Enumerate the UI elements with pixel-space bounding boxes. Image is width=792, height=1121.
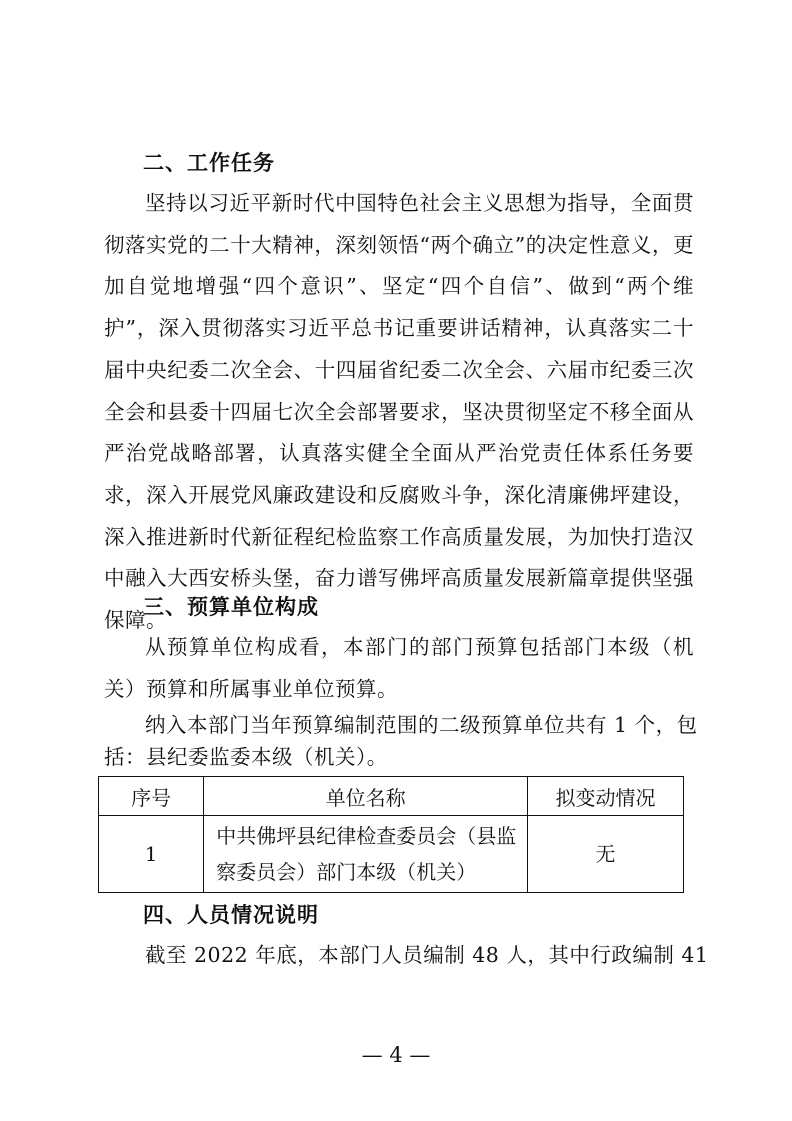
column-header-change: 拟变动情况 — [528, 777, 684, 816]
staff-paragraph-line-1: 截至 2022 年底，本部门人员编制 48 人，其中行政编制 41 — [145, 943, 709, 967]
column-header-unit-name: 单位名称 — [204, 777, 528, 816]
section-heading-staff: 四、人员情况说明 — [143, 903, 319, 927]
section-heading-tasks: 二、工作任务 — [143, 151, 275, 175]
column-header-seq: 序号 — [99, 777, 204, 816]
cell-seq: 1 — [99, 816, 204, 893]
cell-change: 无 — [528, 816, 684, 893]
table-header-row — [99, 777, 684, 816]
composition-paragraph-2-line-1: 纳入本部门当年预算编制范围的二级预算单位共有 1 个，包 — [145, 713, 698, 737]
composition-paragraph-2-line-2: 括：县纪委监委本级（机关）。 — [104, 745, 388, 769]
section-heading-composition: 三、预算单位构成 — [143, 595, 319, 619]
page-number: — 4 — — [361, 1043, 431, 1067]
composition-paragraph-1: 从预算单位构成看，本部门的部门预算包括部门本级（机关）预算和所属事业单位预算。 — [104, 635, 694, 701]
tasks-paragraph: 坚持以习近平新时代中国特色社会主义思想为指导，全面贯彻落实党的二十大精神，深刻领悟“两个确立”的决定性意义，更加自觉地增强“四个意识”、坚定“四个自信”、做到“两个维护”，深入贯彻落实习近平总书记重要讲话精神，认真落实二十届中央纪委二次全会、十四届省纪委二次全会、六届市纪委三次全会和县委十四届七次全会部署要求，坚决贯彻坚定不移全面从严治党战略部署，认真落实健全全面从严治党责任体系任务要求，深入开展党风廉政建设和反腐败斗争，深化清廉佛坪建设，深入推进新时代新征程纪检监察工作高质量发展，为加快打造汉中融入大西安桥头堡，奋力谱写佛坪高质量发展新篇章提供坚强保障。 — [104, 191, 694, 633]
budget-unit-table — [98, 776, 684, 893]
cell-unit-name: 中共佛坪县纪律检查委员会（县监察委员会）部门本级（机关） — [204, 816, 528, 893]
table-row — [99, 816, 684, 893]
